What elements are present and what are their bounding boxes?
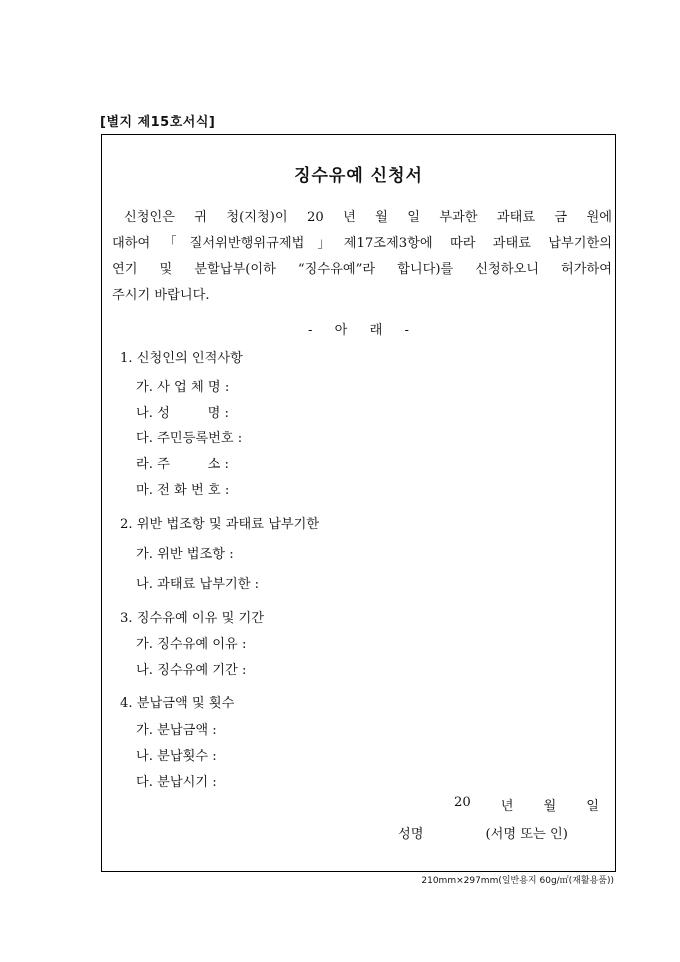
form-frame xyxy=(101,134,616,872)
field-installment-amount[interactable]: 가. 분납금액 : xyxy=(136,723,217,738)
section-heading-installment: 4. 분납금액 및 횟수 xyxy=(120,696,235,711)
field-resident-number[interactable]: 다. 주민등록번호 : xyxy=(136,431,243,446)
paper-spec-footer: 210mm×297mm(일반용지 60g/㎡(재활용품)) xyxy=(421,876,614,886)
field-name[interactable]: 나. 성 명 : xyxy=(136,406,229,421)
signature-line xyxy=(398,823,568,842)
paragraph-line: 주시기 바랍니다. xyxy=(112,288,210,303)
form-number-label: [별지 제15호서식] xyxy=(100,115,216,130)
form-title: 징수유예 신청서 xyxy=(294,166,423,186)
request-paragraph xyxy=(112,205,612,309)
field-phone[interactable]: 마. 전 화 번 호 : xyxy=(136,483,230,498)
section-note: - 아 래 - xyxy=(308,323,409,338)
field-installment-timing[interactable]: 다. 분납시기 : xyxy=(136,775,217,790)
section-heading-violation: 2. 위반 법조항 및 과태료 납부기한 xyxy=(120,517,320,532)
section-heading-applicant: 1. 신청인의 인적사항 xyxy=(120,351,243,366)
date-month-label: 월 xyxy=(543,799,557,814)
date-day-label: 일 xyxy=(586,799,599,814)
signature-label: 성명 xyxy=(398,827,424,842)
paragraph-line: 신청인은 귀 청(지청)이 20 년 월 일 부과한 과태료 금 원에 xyxy=(124,210,612,225)
signature-hint: (서명 또는 인) xyxy=(485,827,568,842)
date-line xyxy=(454,795,599,814)
field-deferral-period[interactable]: 나. 징수유예 기간 : xyxy=(136,663,247,678)
field-deferral-reason[interactable]: 가. 징수유예 이유 : xyxy=(136,637,247,652)
field-address[interactable]: 라. 주 소 : xyxy=(136,457,229,472)
field-violated-provision[interactable]: 가. 위반 법조항 : xyxy=(136,547,234,562)
field-installment-count[interactable]: 나. 분납횟수 : xyxy=(136,749,217,764)
section-heading-deferral: 3. 징수유예 이유 및 기간 xyxy=(120,611,265,626)
date-year[interactable]: 20 xyxy=(454,795,471,810)
paragraph-line: 대하여「질서위반행위규제법」제17조제3항에 따라 과태료 납부기한의 xyxy=(112,236,612,251)
field-business-name[interactable]: 가. 사 업 체 명 : xyxy=(136,380,230,395)
paragraph-line: 연기 및 분할납부(이하 “징수유예”라 합니다)를 신청하오니 허가하여 xyxy=(112,262,612,277)
date-year-label: 년 xyxy=(500,799,514,814)
field-payment-deadline[interactable]: 나. 과태료 납부기한 : xyxy=(136,577,260,592)
